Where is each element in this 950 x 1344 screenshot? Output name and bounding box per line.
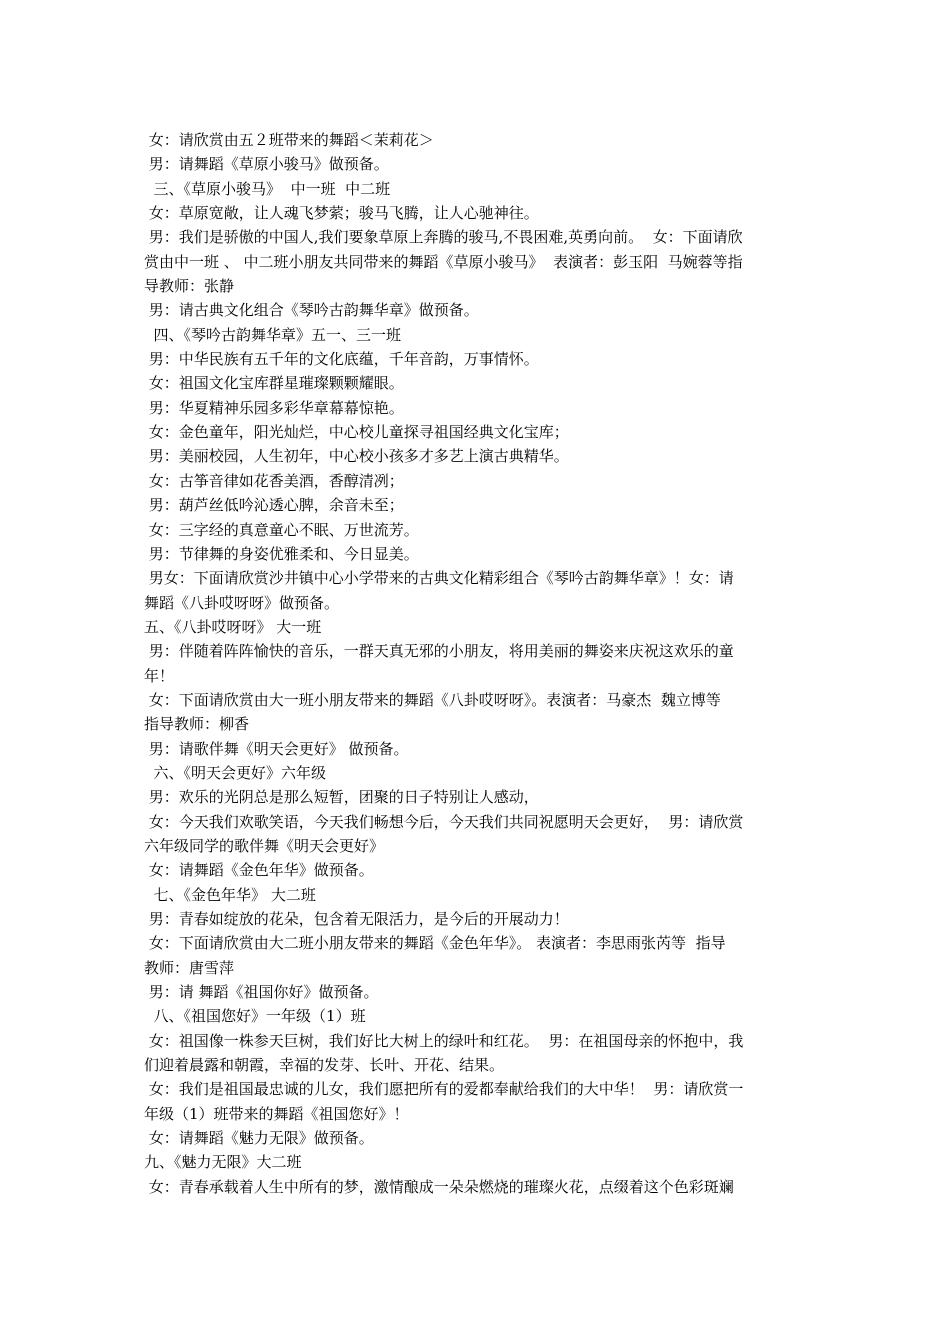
text-line: 七、《金色年华》 大二班 <box>144 885 316 904</box>
text-line: 舞蹈《八卦哎呀呀》做预备。 <box>144 593 340 612</box>
text-line: 女：今天我们欢歌笑语，今天我们畅想今后，今天我们共同祝愿明天会更好， 男：请欣赏 <box>144 812 744 831</box>
text-line: 女：请欣赏由五２班带来的舞蹈＜茉莉花＞ <box>144 131 434 149</box>
text-line: 男：中华民族有五千年的文化底蕴，千年音韵，万事情怀。 <box>144 350 539 369</box>
text-line: 们迎着晨露和朝霞，幸福的发芽、长叶、开花、结果。 <box>144 1056 505 1075</box>
text-line: 女：金色童年，阳光灿烂，中心校儿童探寻祖国经典文化宝库； <box>144 423 569 442</box>
text-line: 年！ <box>144 666 175 685</box>
text-line: 男：请歌伴舞《明天会更好》 做预备。 <box>144 739 409 758</box>
text-line: 男：葫芦丝低吟沁透心脾，余音未至； <box>144 496 404 515</box>
text-line: 女：草原宽敞，让人魂飞梦萦；骏马飞腾，让人心驰神往。 <box>144 204 539 223</box>
text-line: 男：华夏精神乐园多彩华章幕幕惊艳。 <box>144 398 404 417</box>
document-body <box>144 128 808 1199</box>
text-line: 男：请 舞蹈《祖国你好》做预备。 <box>144 983 379 1002</box>
text-line: 四、《琴吟古韵舞华章》五一、三一班 <box>144 325 402 344</box>
text-line: 女：请舞蹈《魅力无限》做预备。 <box>144 1129 374 1148</box>
text-line: 六年级同学的歌伴舞《明天会更好》 <box>144 836 385 855</box>
text-line: 赏由中一班 、 中二班小朋友共同带来的舞蹈《草原小骏马》 表演者：彭玉阳 马婉蓉等指 <box>144 252 743 271</box>
text-line: 女：祖国文化宝库群星璀璨颗颗耀眼。 <box>144 374 404 393</box>
text-line: 五、《八卦哎呀呀》 大一班 <box>144 617 322 636</box>
text-line: 指导教师：柳香 <box>144 715 250 734</box>
text-line: 男：节律舞的身姿优雅柔和、今日显美。 <box>144 544 419 563</box>
text-line: 女：下面请欣赏由大二班小朋友带来的舞蹈《金色年华》。 表演者：李思雨张芮等 指导 <box>144 934 726 953</box>
text-line: 三、《草原小骏马》 中一班 中二班 <box>144 179 391 198</box>
text-line: 女：青春承载着人生中所有的梦，激情酿成一朵朵燃烧的璀璨火花，点缀着这个色彩斑斓 <box>144 1177 734 1196</box>
text-line: 年级（1）班带来的舞蹈《祖国您好》！ <box>144 1104 409 1123</box>
text-line: 导教师：张静 <box>144 277 235 296</box>
text-line: 男：美丽校园，人生初年，中心校小孩多才多艺上演古典精华。 <box>144 447 569 466</box>
text-line: 八、《祖国您好》一年级（1）班 <box>144 1007 366 1026</box>
text-line: 女：我们是祖国最忠诚的儿女，我们愿把所有的爱都奉献给我们的大中华！ 男：请欣赏一 <box>144 1080 744 1099</box>
text-line: 女：三字经的真意童心不眠、万世流芳。 <box>144 520 419 539</box>
text-line: 男：伴随着阵阵愉快的音乐，一群天真无邪的小朋友，将用美丽的舞姿来庆祝这欢乐的童 <box>144 642 734 661</box>
text-line: 女：古筝音律如花香美酒，香醇清冽； <box>144 471 404 490</box>
text-line: 男：欢乐的光阴总是那么短暂，团聚的日子特别让人感动， <box>144 788 539 807</box>
text-line: 男：我们是骄傲的中国人,我们要象草原上奔腾的骏马,不畏困难,英勇向前。 女：下面请欣 <box>144 228 743 247</box>
text-line: 女：下面请欣赏由大一班小朋友带来的舞蹈《八卦哎呀呀》。表演者：马豪杰 魏立博等 <box>144 690 721 709</box>
text-line: 男女：下面请欣赏沙井镇中心小学带来的古典文化精彩组合《琴吟古韵舞华章》！女：请 <box>144 569 734 588</box>
text-line: 女：请舞蹈《金色年华》做预备。 <box>144 861 374 880</box>
text-line: 六、《明天会更好》六年级 <box>144 763 327 782</box>
text-line: 男：请古典文化组合《琴吟古韵舞华章》做预备。 <box>144 301 479 320</box>
text-line: 教师：唐雪萍 <box>144 958 235 977</box>
text-line: 男：青春如绽放的花朵，包含着无限活力，是今后的开展动力！ <box>144 910 569 928</box>
text-line: 女：祖国像一株参天巨树，我们好比大树上的绿叶和红花。 男：在祖国母亲的怀抱中，我 <box>144 1031 744 1050</box>
text-line: 九、《魅力无限》大二班 <box>144 1153 302 1172</box>
text-line: 男：请舞蹈《草原小骏马》做预备。 <box>144 155 389 174</box>
